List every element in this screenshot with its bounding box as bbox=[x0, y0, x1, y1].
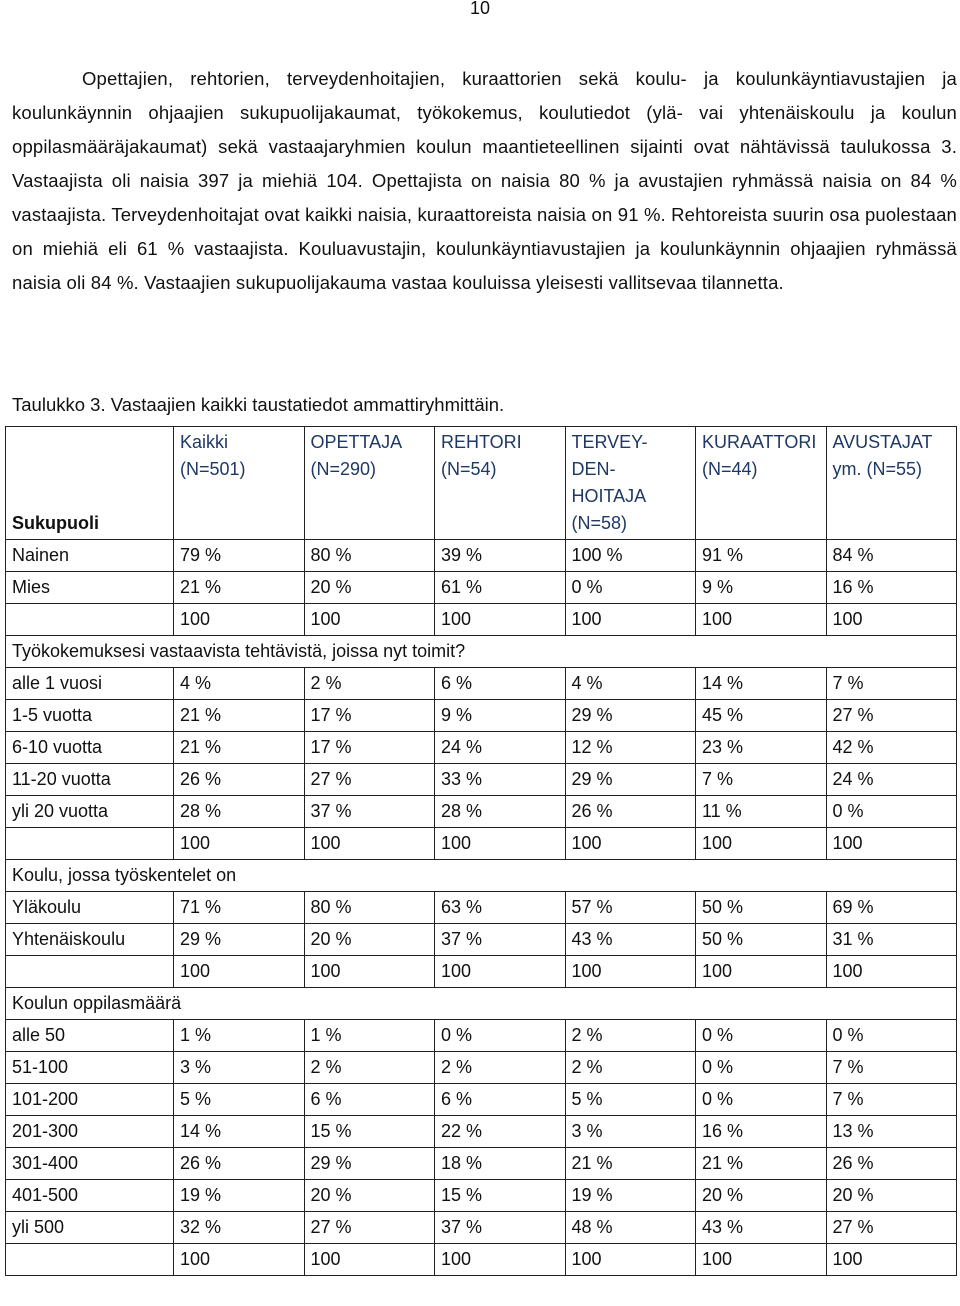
table-cell: 100 bbox=[435, 604, 566, 636]
column-header-kuraattori: KURAATTORI (N=44) bbox=[696, 427, 827, 540]
section-heading-row bbox=[6, 860, 957, 892]
table-cell: 29 % bbox=[565, 700, 696, 732]
table-cell: 80 % bbox=[304, 892, 435, 924]
row-label: 6-10 vuotta bbox=[6, 732, 174, 764]
section-heading-row bbox=[6, 988, 957, 1020]
table-row bbox=[6, 796, 957, 828]
table-cell: 100 bbox=[565, 604, 696, 636]
table-cell: 21 % bbox=[696, 1148, 827, 1180]
row-label: Yhtenäiskoulu bbox=[6, 924, 174, 956]
table-row bbox=[6, 732, 957, 764]
table-cell: 27 % bbox=[304, 764, 435, 796]
table-cell: 91 % bbox=[696, 540, 827, 572]
table-cell: 4 % bbox=[174, 668, 305, 700]
table-cell: 100 bbox=[565, 828, 696, 860]
table-caption: Taulukko 3. Vastaajien kaikki taustatiedot ammattiryhmittäin. bbox=[12, 394, 505, 415]
table-cell: 69 % bbox=[826, 892, 957, 924]
table-cell: 28 % bbox=[174, 796, 305, 828]
table-cell: 100 bbox=[174, 1244, 305, 1276]
table-cell: 26 % bbox=[826, 1148, 957, 1180]
table-row bbox=[6, 956, 957, 988]
table-cell: 0 % bbox=[826, 796, 957, 828]
table-cell: 100 bbox=[696, 956, 827, 988]
column-header-rehtori: REHTORI (N=54) bbox=[435, 427, 566, 540]
table-cell: 100 bbox=[826, 604, 957, 636]
table-cell: 12 % bbox=[565, 732, 696, 764]
table-cell: 15 % bbox=[304, 1116, 435, 1148]
table-cell: 14 % bbox=[696, 668, 827, 700]
table-cell: 100 bbox=[826, 1244, 957, 1276]
table-cell: 43 % bbox=[565, 924, 696, 956]
table-cell: 57 % bbox=[565, 892, 696, 924]
table-cell: 37 % bbox=[304, 796, 435, 828]
section-heading-row bbox=[6, 636, 957, 668]
table-header-row bbox=[6, 427, 957, 540]
table-cell: 24 % bbox=[435, 732, 566, 764]
table-cell: 9 % bbox=[435, 700, 566, 732]
table-cell: 15 % bbox=[435, 1180, 566, 1212]
table-cell: 20 % bbox=[826, 1180, 957, 1212]
table-cell: 0 % bbox=[565, 572, 696, 604]
table-cell: 7 % bbox=[826, 1084, 957, 1116]
table-cell: 20 % bbox=[304, 924, 435, 956]
table-cell: 24 % bbox=[826, 764, 957, 796]
table-cell: 2 % bbox=[565, 1020, 696, 1052]
table-cell: 100 % bbox=[565, 540, 696, 572]
table-cell: 2 % bbox=[304, 1052, 435, 1084]
row-label: 301-400 bbox=[6, 1148, 174, 1180]
table-cell: 0 % bbox=[696, 1084, 827, 1116]
table-cell: 37 % bbox=[435, 1212, 566, 1244]
table-cell: 29 % bbox=[565, 764, 696, 796]
table-cell: 5 % bbox=[565, 1084, 696, 1116]
table-cell: 43 % bbox=[696, 1212, 827, 1244]
table-cell: 42 % bbox=[826, 732, 957, 764]
table-row bbox=[6, 1148, 957, 1180]
background-data-table bbox=[5, 426, 957, 1276]
table-cell: 27 % bbox=[304, 1212, 435, 1244]
table-row bbox=[6, 700, 957, 732]
table-cell: 50 % bbox=[696, 892, 827, 924]
table-cell: 2 % bbox=[304, 668, 435, 700]
table-row bbox=[6, 1244, 957, 1276]
table-cell: 37 % bbox=[435, 924, 566, 956]
row-label: Nainen bbox=[6, 540, 174, 572]
table-cell: 26 % bbox=[174, 764, 305, 796]
table-cell: 22 % bbox=[435, 1116, 566, 1148]
table-cell: 1 % bbox=[174, 1020, 305, 1052]
table-cell: 6 % bbox=[304, 1084, 435, 1116]
table-cell: 48 % bbox=[565, 1212, 696, 1244]
table-cell: 7 % bbox=[826, 668, 957, 700]
table-cell: 7 % bbox=[826, 1052, 957, 1084]
row-label: 1-5 vuotta bbox=[6, 700, 174, 732]
table-cell: 28 % bbox=[435, 796, 566, 828]
table-row bbox=[6, 1084, 957, 1116]
table-cell: 23 % bbox=[696, 732, 827, 764]
table-cell: 20 % bbox=[304, 1180, 435, 1212]
table-cell: 26 % bbox=[565, 796, 696, 828]
table-row bbox=[6, 1020, 957, 1052]
table-cell: 17 % bbox=[304, 732, 435, 764]
section-label-sukupuoli: Sukupuoli bbox=[12, 513, 99, 533]
total-row-label bbox=[6, 1244, 174, 1276]
table-cell: 6 % bbox=[435, 668, 566, 700]
table-cell: 18 % bbox=[435, 1148, 566, 1180]
column-header-kaikki: Kaikki (N=501) bbox=[174, 427, 305, 540]
table-row bbox=[6, 892, 957, 924]
table-cell: 20 % bbox=[304, 572, 435, 604]
total-row-label bbox=[6, 828, 174, 860]
table-cell: 0 % bbox=[826, 1020, 957, 1052]
table-cell: 100 bbox=[304, 1244, 435, 1276]
table-cell: 19 % bbox=[565, 1180, 696, 1212]
row-label: Mies bbox=[6, 572, 174, 604]
table-cell: 50 % bbox=[696, 924, 827, 956]
table-row bbox=[6, 764, 957, 796]
column-header-avustajat: AVUSTAJAT ym. (N=55) bbox=[826, 427, 957, 540]
total-row-label bbox=[6, 604, 174, 636]
table-row bbox=[6, 1116, 957, 1148]
table-cell: 19 % bbox=[174, 1180, 305, 1212]
section-heading-koulu: Koulu, jossa työskentelet on bbox=[6, 860, 957, 892]
table-row bbox=[6, 828, 957, 860]
row-label: 201-300 bbox=[6, 1116, 174, 1148]
table-cell: 79 % bbox=[174, 540, 305, 572]
table-cell: 5 % bbox=[174, 1084, 305, 1116]
table-cell: 1 % bbox=[304, 1020, 435, 1052]
row-label: 11-20 vuotta bbox=[6, 764, 174, 796]
page-number: 10 bbox=[469, 0, 491, 18]
table-cell: 7 % bbox=[696, 764, 827, 796]
table-cell: 33 % bbox=[435, 764, 566, 796]
table-cell: 17 % bbox=[304, 700, 435, 732]
section-heading-tyokokemus: Työkokemuksesi vastaavista tehtävistä, joissa nyt toimit? bbox=[6, 636, 957, 668]
table-cell: 13 % bbox=[826, 1116, 957, 1148]
table-row bbox=[6, 1180, 957, 1212]
table-row bbox=[6, 1212, 957, 1244]
table-cell: 26 % bbox=[174, 1148, 305, 1180]
table-cell: 71 % bbox=[174, 892, 305, 924]
header-corner-cell bbox=[6, 427, 174, 540]
table-cell: 2 % bbox=[435, 1052, 566, 1084]
row-label: 101-200 bbox=[6, 1084, 174, 1116]
table-cell: 21 % bbox=[565, 1148, 696, 1180]
column-header-terveydenhoitaja: TERVEY- DEN- HOITAJA (N=58) bbox=[565, 427, 696, 540]
table-cell: 100 bbox=[435, 828, 566, 860]
table-cell: 27 % bbox=[826, 700, 957, 732]
table-cell: 32 % bbox=[174, 1212, 305, 1244]
table-cell: 100 bbox=[304, 828, 435, 860]
table-cell: 39 % bbox=[435, 540, 566, 572]
table-cell: 21 % bbox=[174, 732, 305, 764]
table-cell: 45 % bbox=[696, 700, 827, 732]
table-cell: 100 bbox=[826, 956, 957, 988]
table-row bbox=[6, 572, 957, 604]
table-cell: 100 bbox=[304, 956, 435, 988]
table-body bbox=[6, 540, 957, 1276]
table-cell: 0 % bbox=[435, 1020, 566, 1052]
table-cell: 0 % bbox=[696, 1052, 827, 1084]
row-label: alle 50 bbox=[6, 1020, 174, 1052]
table-cell: 27 % bbox=[826, 1212, 957, 1244]
table-cell: 100 bbox=[696, 1244, 827, 1276]
table-cell: 100 bbox=[435, 956, 566, 988]
table-row bbox=[6, 1052, 957, 1084]
table-cell: 61 % bbox=[435, 572, 566, 604]
table-cell: 31 % bbox=[826, 924, 957, 956]
table-cell: 100 bbox=[696, 828, 827, 860]
table-cell: 29 % bbox=[174, 924, 305, 956]
table-cell: 100 bbox=[304, 604, 435, 636]
table-row bbox=[6, 924, 957, 956]
total-row-label bbox=[6, 956, 174, 988]
table-cell: 21 % bbox=[174, 700, 305, 732]
section-heading-oppilasmaara: Koulun oppilasmäärä bbox=[6, 988, 957, 1020]
row-label: 401-500 bbox=[6, 1180, 174, 1212]
table-cell: 29 % bbox=[304, 1148, 435, 1180]
intro-paragraph: Opettajien, rehtorien, terveydenhoitajien, kuraattorien sekä koulu- ja koulunkäyntiavustajien ja koulunkäynnin ohjaajien sukupuolijakaumat, työkokemus, koulutiedot (ylä- vai yhtenäiskoulu ja koulun oppilasmääräjakaumat) sekä vastaajaryhmien koulun maantieteellinen sijainti ovat nähtävissä taulukossa 3. Vastaajista oli naisia 397 ja miehiä 104. Opettajista on naisia 80 % ja avustajien ryhmässä naisia on 84 % vastaajista. Terveydenhoitajat ovat kaikki naisia, kuraattoreista naisia on 91 %. Rehtoreista suurin osa puolestaan on miehiä eli 61 % vastaajista. Kouluavustajin, koulunkäyntiavustajien ja koulunkäynnin ohjaajien ryhmässä naisia oli 84 %. Vastaajien sukupuolijakauma vastaa kouluissa yleisesti vallitsevaa tilannetta. bbox=[12, 68, 957, 293]
table-cell: 0 % bbox=[696, 1020, 827, 1052]
table-cell: 100 bbox=[174, 604, 305, 636]
table-cell: 16 % bbox=[826, 572, 957, 604]
table-cell: 21 % bbox=[174, 572, 305, 604]
table-cell: 84 % bbox=[826, 540, 957, 572]
table-cell: 100 bbox=[565, 956, 696, 988]
table-row bbox=[6, 668, 957, 700]
table-row bbox=[6, 604, 957, 636]
table-cell: 80 % bbox=[304, 540, 435, 572]
table-cell: 20 % bbox=[696, 1180, 827, 1212]
row-label: yli 20 vuotta bbox=[6, 796, 174, 828]
table-cell: 11 % bbox=[696, 796, 827, 828]
table-cell: 3 % bbox=[565, 1116, 696, 1148]
column-header-opettaja: OPETTAJA (N=290) bbox=[304, 427, 435, 540]
table-cell: 100 bbox=[174, 828, 305, 860]
table-cell: 3 % bbox=[174, 1052, 305, 1084]
table-cell: 2 % bbox=[565, 1052, 696, 1084]
table-cell: 9 % bbox=[696, 572, 827, 604]
row-label: alle 1 vuosi bbox=[6, 668, 174, 700]
row-label: 51-100 bbox=[6, 1052, 174, 1084]
table-cell: 14 % bbox=[174, 1116, 305, 1148]
table-row bbox=[6, 540, 957, 572]
table-cell: 100 bbox=[696, 604, 827, 636]
table-cell: 4 % bbox=[565, 668, 696, 700]
table-cell: 16 % bbox=[696, 1116, 827, 1148]
table-cell: 6 % bbox=[435, 1084, 566, 1116]
table-cell: 63 % bbox=[435, 892, 566, 924]
table-cell: 100 bbox=[565, 1244, 696, 1276]
table-cell: 100 bbox=[174, 956, 305, 988]
table-cell: 100 bbox=[435, 1244, 566, 1276]
table-cell: 100 bbox=[826, 828, 957, 860]
row-label: yli 500 bbox=[6, 1212, 174, 1244]
row-label: Yläkoulu bbox=[6, 892, 174, 924]
